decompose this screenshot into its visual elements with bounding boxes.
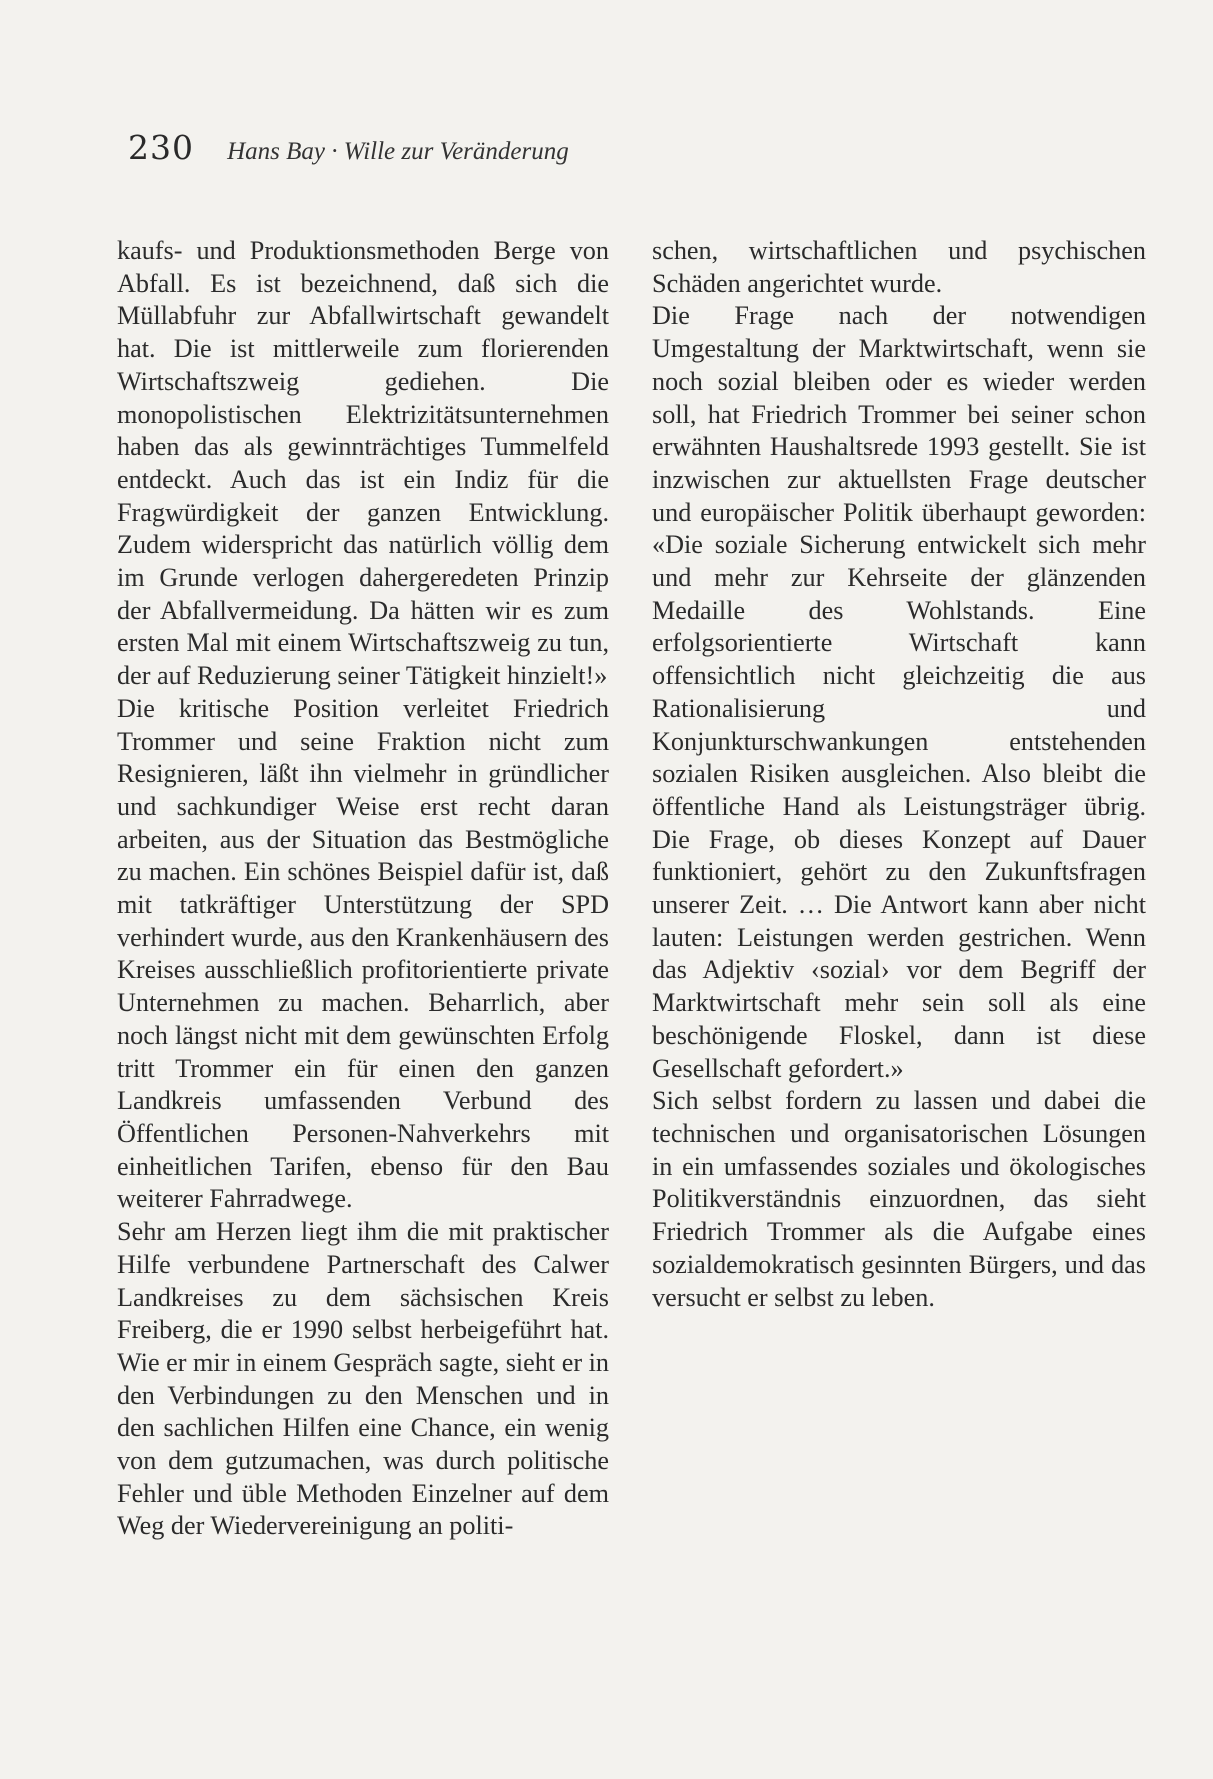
left-column [117, 235, 609, 1543]
paragraph: Die Frage nach der notwendigen Umgestaltung der Marktwirtschaft, wenn sie noch sozial bleiben oder es wieder werden soll, hat Friedrich Trommer bei seiner schon erwähnten Haushaltsrede 1993 gestellt. Sie ist inzwischen zur aktuellsten Frage deutscher und europäischer Politik überhaupt geworden: «Die soziale Sicherung entwickelt sich mehr und mehr zur Kehrseite der glänzenden Medaille des Wohlstands. Eine erfolgsorientierte Wirtschaft kann offensichtlich nicht gleichzeitig die aus Rationalisierung und Konjunkturschwankungen entstehenden sozialen Risiken ausgleichen. Also bleibt die öffentliche Hand als Leistungsträger übrig. Die Frage, ob dieses Konzept auf Dauer funktioniert, gehört zu den Zukunftsfragen unserer Zeit. … Die Antwort kann aber nicht lauten: Leistungen werden gestrichen. Wenn das Adjektiv ‹sozial› vor dem Begriff der Marktwirtschaft mehr sein soll als eine beschönigende Floskel, dann ist diese Gesellschaft gefordert.» [652, 301, 1146, 1083]
paragraph: kaufs- und Produktionsmethoden Berge von Abfall. Es ist bezeichnend, daß sich die Müllabfuhr zur Abfallwirtschaft gewandelt hat. Die ist mittlerweile zum florierenden Wirtschaftszweig gediehen. Die monopolistischen Elektrizitätsunternehmen haben das als gewinnträchtiges Tummelfeld entdeckt. Auch das ist ein Indiz für die Fragwürdigkeit der ganzen Entwicklung. Zudem widerspricht das natürlich völlig dem im Grunde verlogen dahergeredeten Prinzip der Abfallvermeidung. Da hätten wir es zum ersten Mal mit einem Wirtschaftszweig zu tun, der auf Reduzierung seiner Tätigkeit hinzielt!» [117, 236, 609, 691]
paragraph: Sich selbst fordern zu lassen und dabei die technischen und organisatorischen Lösungen in ein umfassendes soziales und ökologisches Politikverständnis einzuordnen, das sieht Friedrich Trommer als die Aufgabe eines sozialdemokratisch gesinnten Bürgers, und das versucht er selbst zu leben. [652, 1086, 1146, 1312]
running-title: Hans Bay · Wille zur Veränderung [227, 138, 569, 165]
paragraph: Die kritische Position verleitet Friedrich Trommer und seine Fraktion nicht zum Resignieren, läßt ihn vielmehr in gründlicher und sachkundiger Weise erst recht daran arbeiten, aus der Situation das Bestmögliche zu machen. Ein schönes Beispiel dafür ist, daß mit tatkräftiger Unterstützung der SPD verhindert wurde, aus den Krankenhäusern des Kreises ausschließlich profitorientierte private Unternehmen zu machen. Beharrlich, aber noch längst nicht mit dem gewünschten Erfolg tritt Trommer ein für einen den ganzen Landkreis umfassenden Verbund des Öffentlichen Personen-Nahverkehrs mit einheitlichen Tarifen, ebenso für den Bau weiterer Fahrradwege. [117, 693, 609, 1214]
paragraph: Sehr am Herzen liegt ihm die mit praktischer Hilfe verbundene Partnerschaft des Calwer Landkreises zu dem sächsischen Kreis Freiberg, die er 1990 selbst herbeigeführt hat. Wie er mir in einem Gespräch sagte, sieht er in den Verbindungen zu den Menschen und in den sachlichen Hilfen eine Chance, ein wenig von dem gutzumachen, was durch politische Fehler und üble Methoden Einzelner auf dem Weg der Wiedervereinigung an politi- [117, 1217, 609, 1541]
right-column [652, 235, 1146, 1314]
paragraph: schen, wirtschaftlichen und psychischen Schäden angerichtet wurde. [652, 236, 1146, 298]
running-head [128, 128, 569, 167]
page-number: 230 [128, 128, 194, 167]
